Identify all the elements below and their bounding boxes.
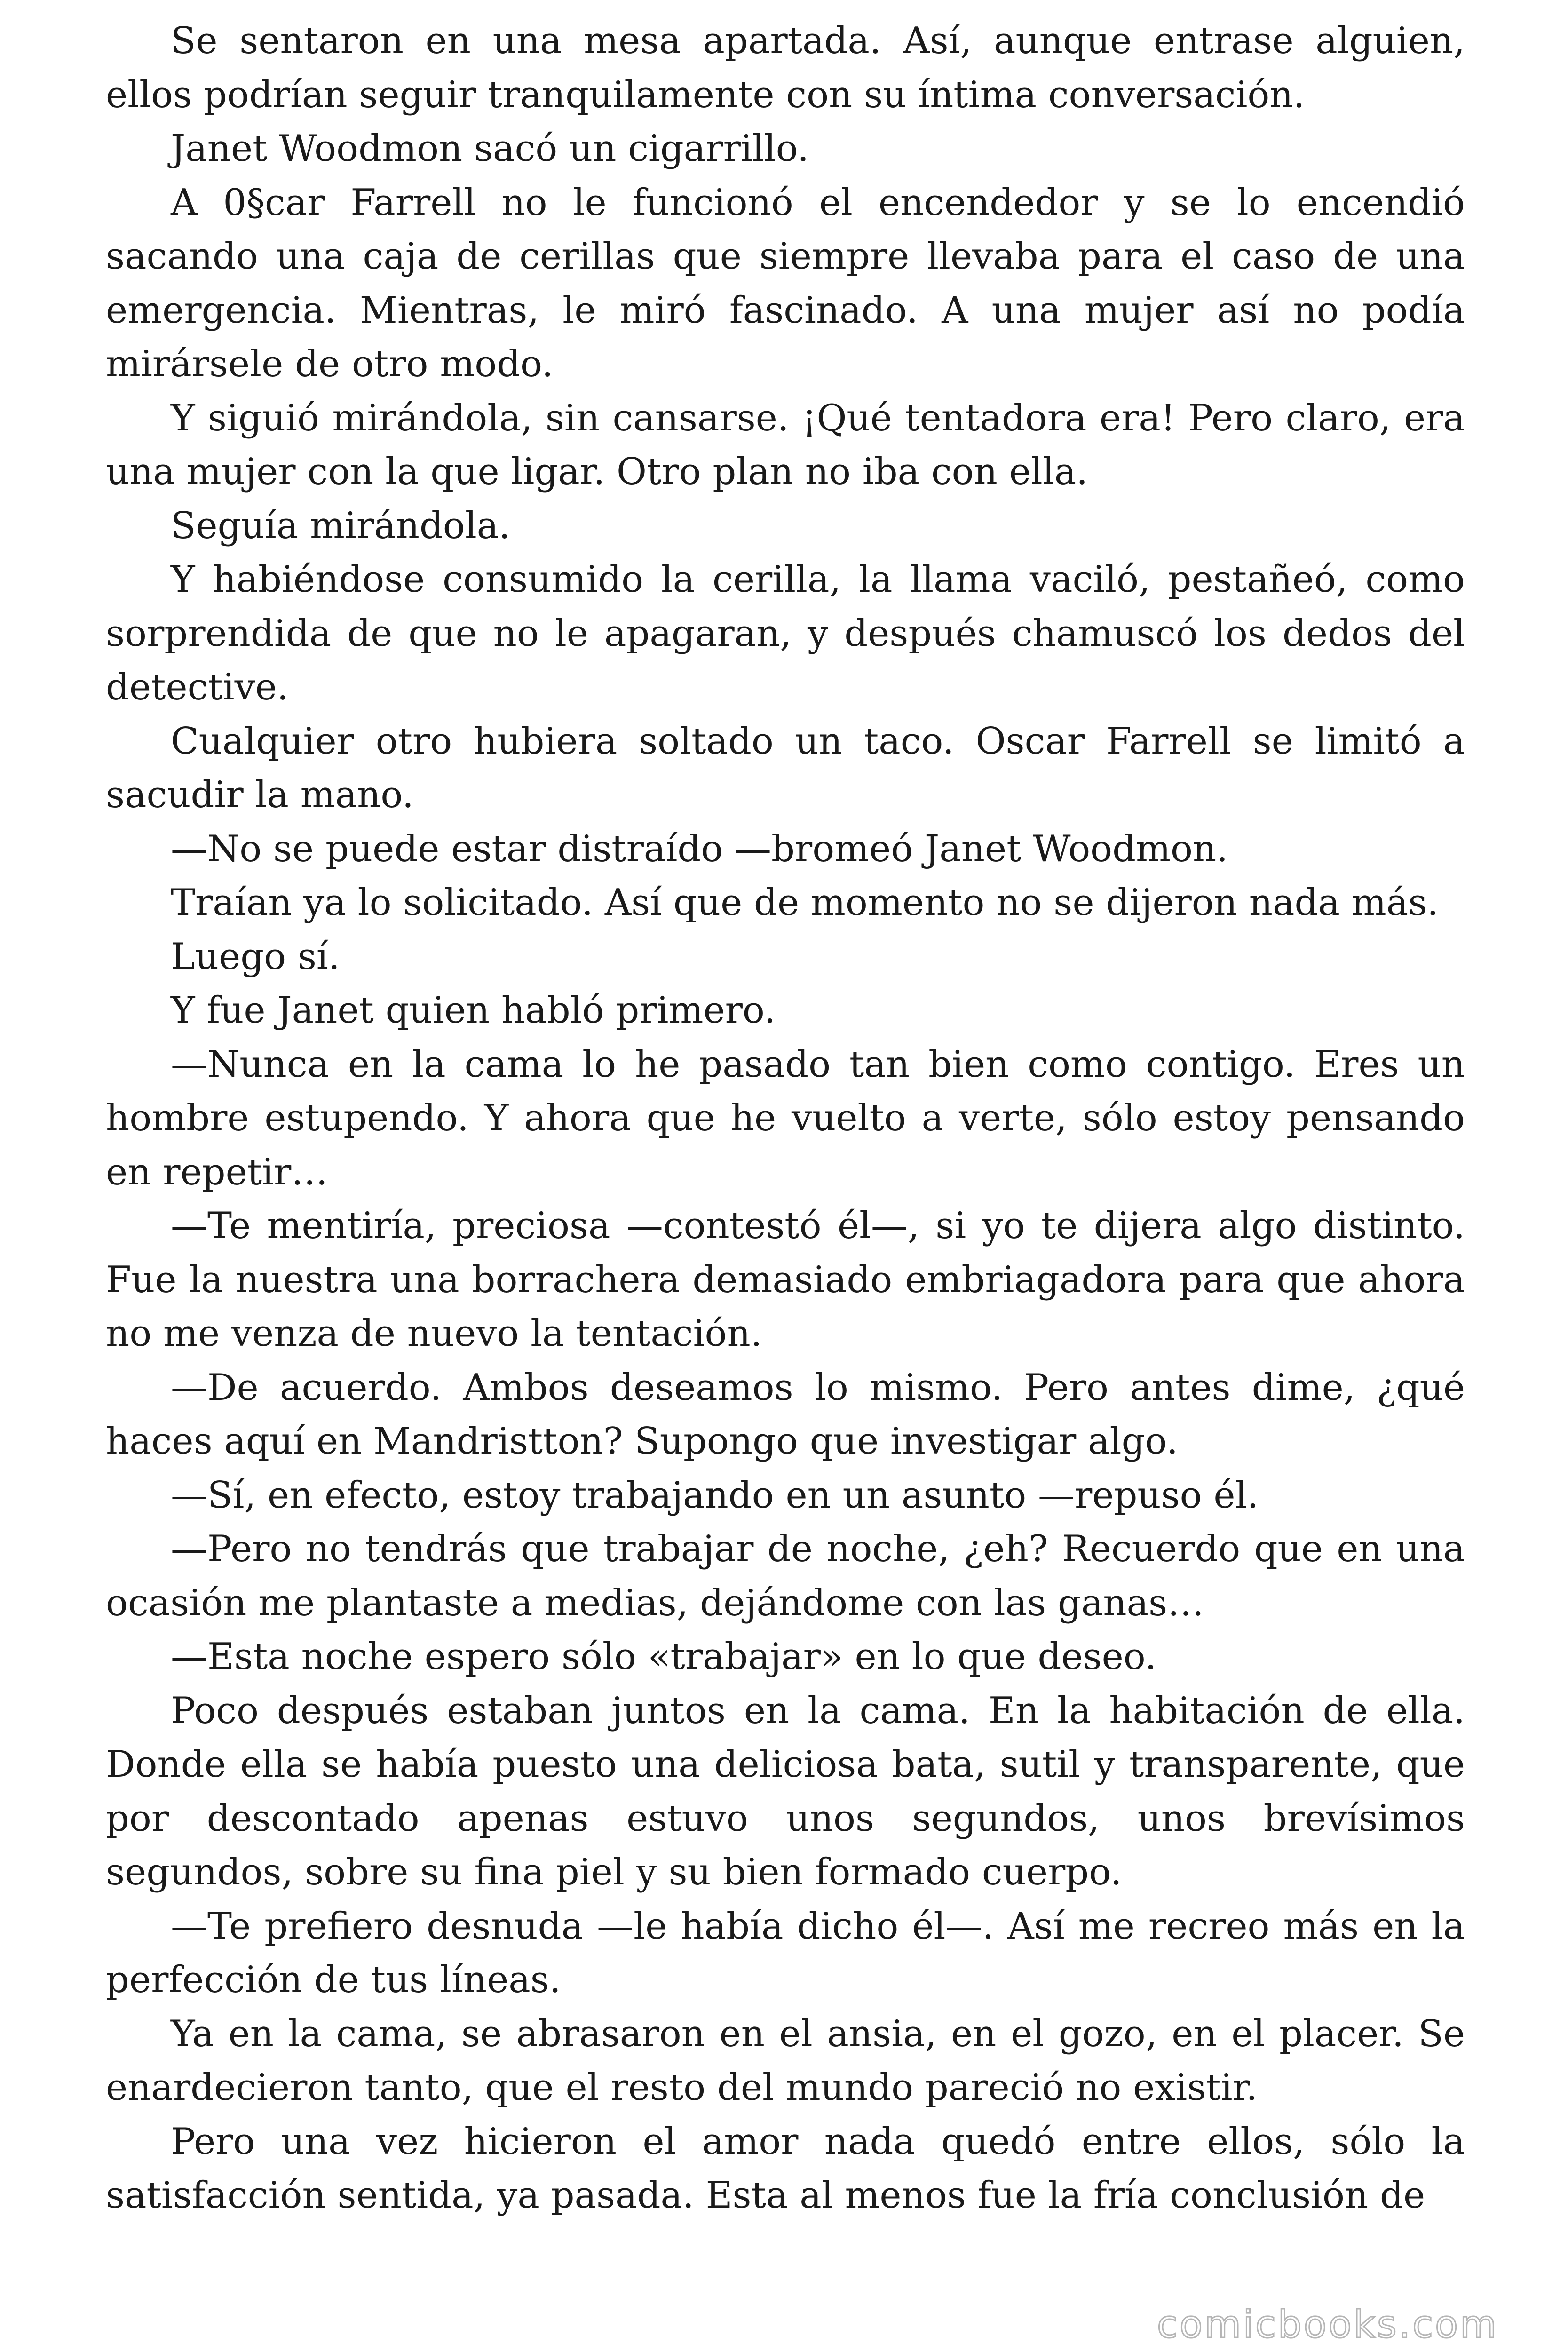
watermark-text: comicbooks.com: [1156, 2303, 1498, 2346]
paragraph-4: Y siguió mirándola, sin cansarse. ¡Qué tentadora era! Pero claro, era una mujer con la que ligar. Otro plan no iba con ella.: [106, 397, 1465, 493]
paragraph-10: Luego sí.: [171, 935, 340, 978]
paragraph-5: Seguía mirándola.: [171, 504, 511, 547]
paragraph-12: —Nunca en la cama lo he pasado tan bien como contigo. Eres un hombre estupendo. Y ahora que he vuelto a verte, sólo estoy pensando en repetir…: [106, 1043, 1465, 1193]
book-page: [106, 14, 1465, 2310]
paragraph-16: —Pero no tendrás que trabajar de noche, ¿eh? Recuerdo que en una ocasión me plantaste a medias, dejándome con las ganas…: [106, 1528, 1465, 1624]
paragraph-1: Se sentaron en una mesa apartada. Así, aunque entrase alguien, ellos podrían seguir tranquilamente con su íntima conversación.: [106, 20, 1465, 116]
paragraph-2: Janet Woodmon sacó un cigarrillo.: [171, 127, 809, 170]
paragraph-18: Poco después estaban juntos en la cama. En la habitación de ella. Donde ella se había puesto una deliciosa bata, sutil y transparente, que por descontado apenas estuvo unos segundos, unos brevísimos segundos, sobre su fina piel y su bien formado cuerpo.: [106, 1689, 1465, 1893]
paragraph-19: —Te prefiero desnuda —le había dicho él—. Así me recreo más en la perfección de tus líneas.: [106, 1905, 1465, 2001]
paragraph-11: Y fue Janet quien habló primero.: [171, 989, 776, 1032]
paragraph-3: A 0§car Farrell no le funcionó el encendedor y se lo encendió sacando una caja de cerillas que siempre llevaba para el caso de una emergencia. Mientras, le miró fascinado. A una mujer así no podía mirársele de otro modo.: [106, 181, 1465, 385]
paragraph-20: Ya en la cama, se abrasaron en el ansia, en el gozo, en el placer. Se enardecieron tanto, que el resto del mundo pareció no existir.: [106, 2012, 1465, 2109]
paragraph-13: —Te mentiría, preciosa —contestó él—, si yo te dijera algo distinto. Fue la nuestra una borrachera demasiado embriagadora para que ahora no me venza de nuevo la tentación.: [106, 1205, 1465, 1355]
paragraph-9: Traían ya lo solicitado. Así que de momento no se dijeron nada más.: [171, 882, 1439, 924]
paragraph-17: —Esta noche espero sólo «trabajar» en lo que deseo.: [171, 1636, 1157, 1678]
paragraph-6: Y habiéndose consumido la cerilla, la llama vaciló, pestañeó, como sorprendida de que no le apagaran, y después chamuscó los dedos del detective.: [106, 558, 1465, 708]
paragraph-8: —No se puede estar distraído —bromeó Janet Woodmon.: [171, 827, 1228, 870]
paragraph-14: —De acuerdo. Ambos deseamos lo mismo. Pero antes dime, ¿qué haces aquí en Mandristton? Supongo que investigar algo.: [106, 1366, 1465, 1462]
paragraph-21: Pero una vez hicieron el amor nada quedó entre ellos, sólo la satisfacción sentida, ya pasada. Esta al menos fue la fría conclusión de: [106, 2120, 1465, 2217]
paragraph-15: —Sí, en efecto, estoy trabajando en un asunto —repuso él.: [171, 1474, 1259, 1517]
paragraph-7: Cualquier otro hubiera soltado un taco. Oscar Farrell se limitó a sacudir la mano.: [106, 720, 1465, 816]
